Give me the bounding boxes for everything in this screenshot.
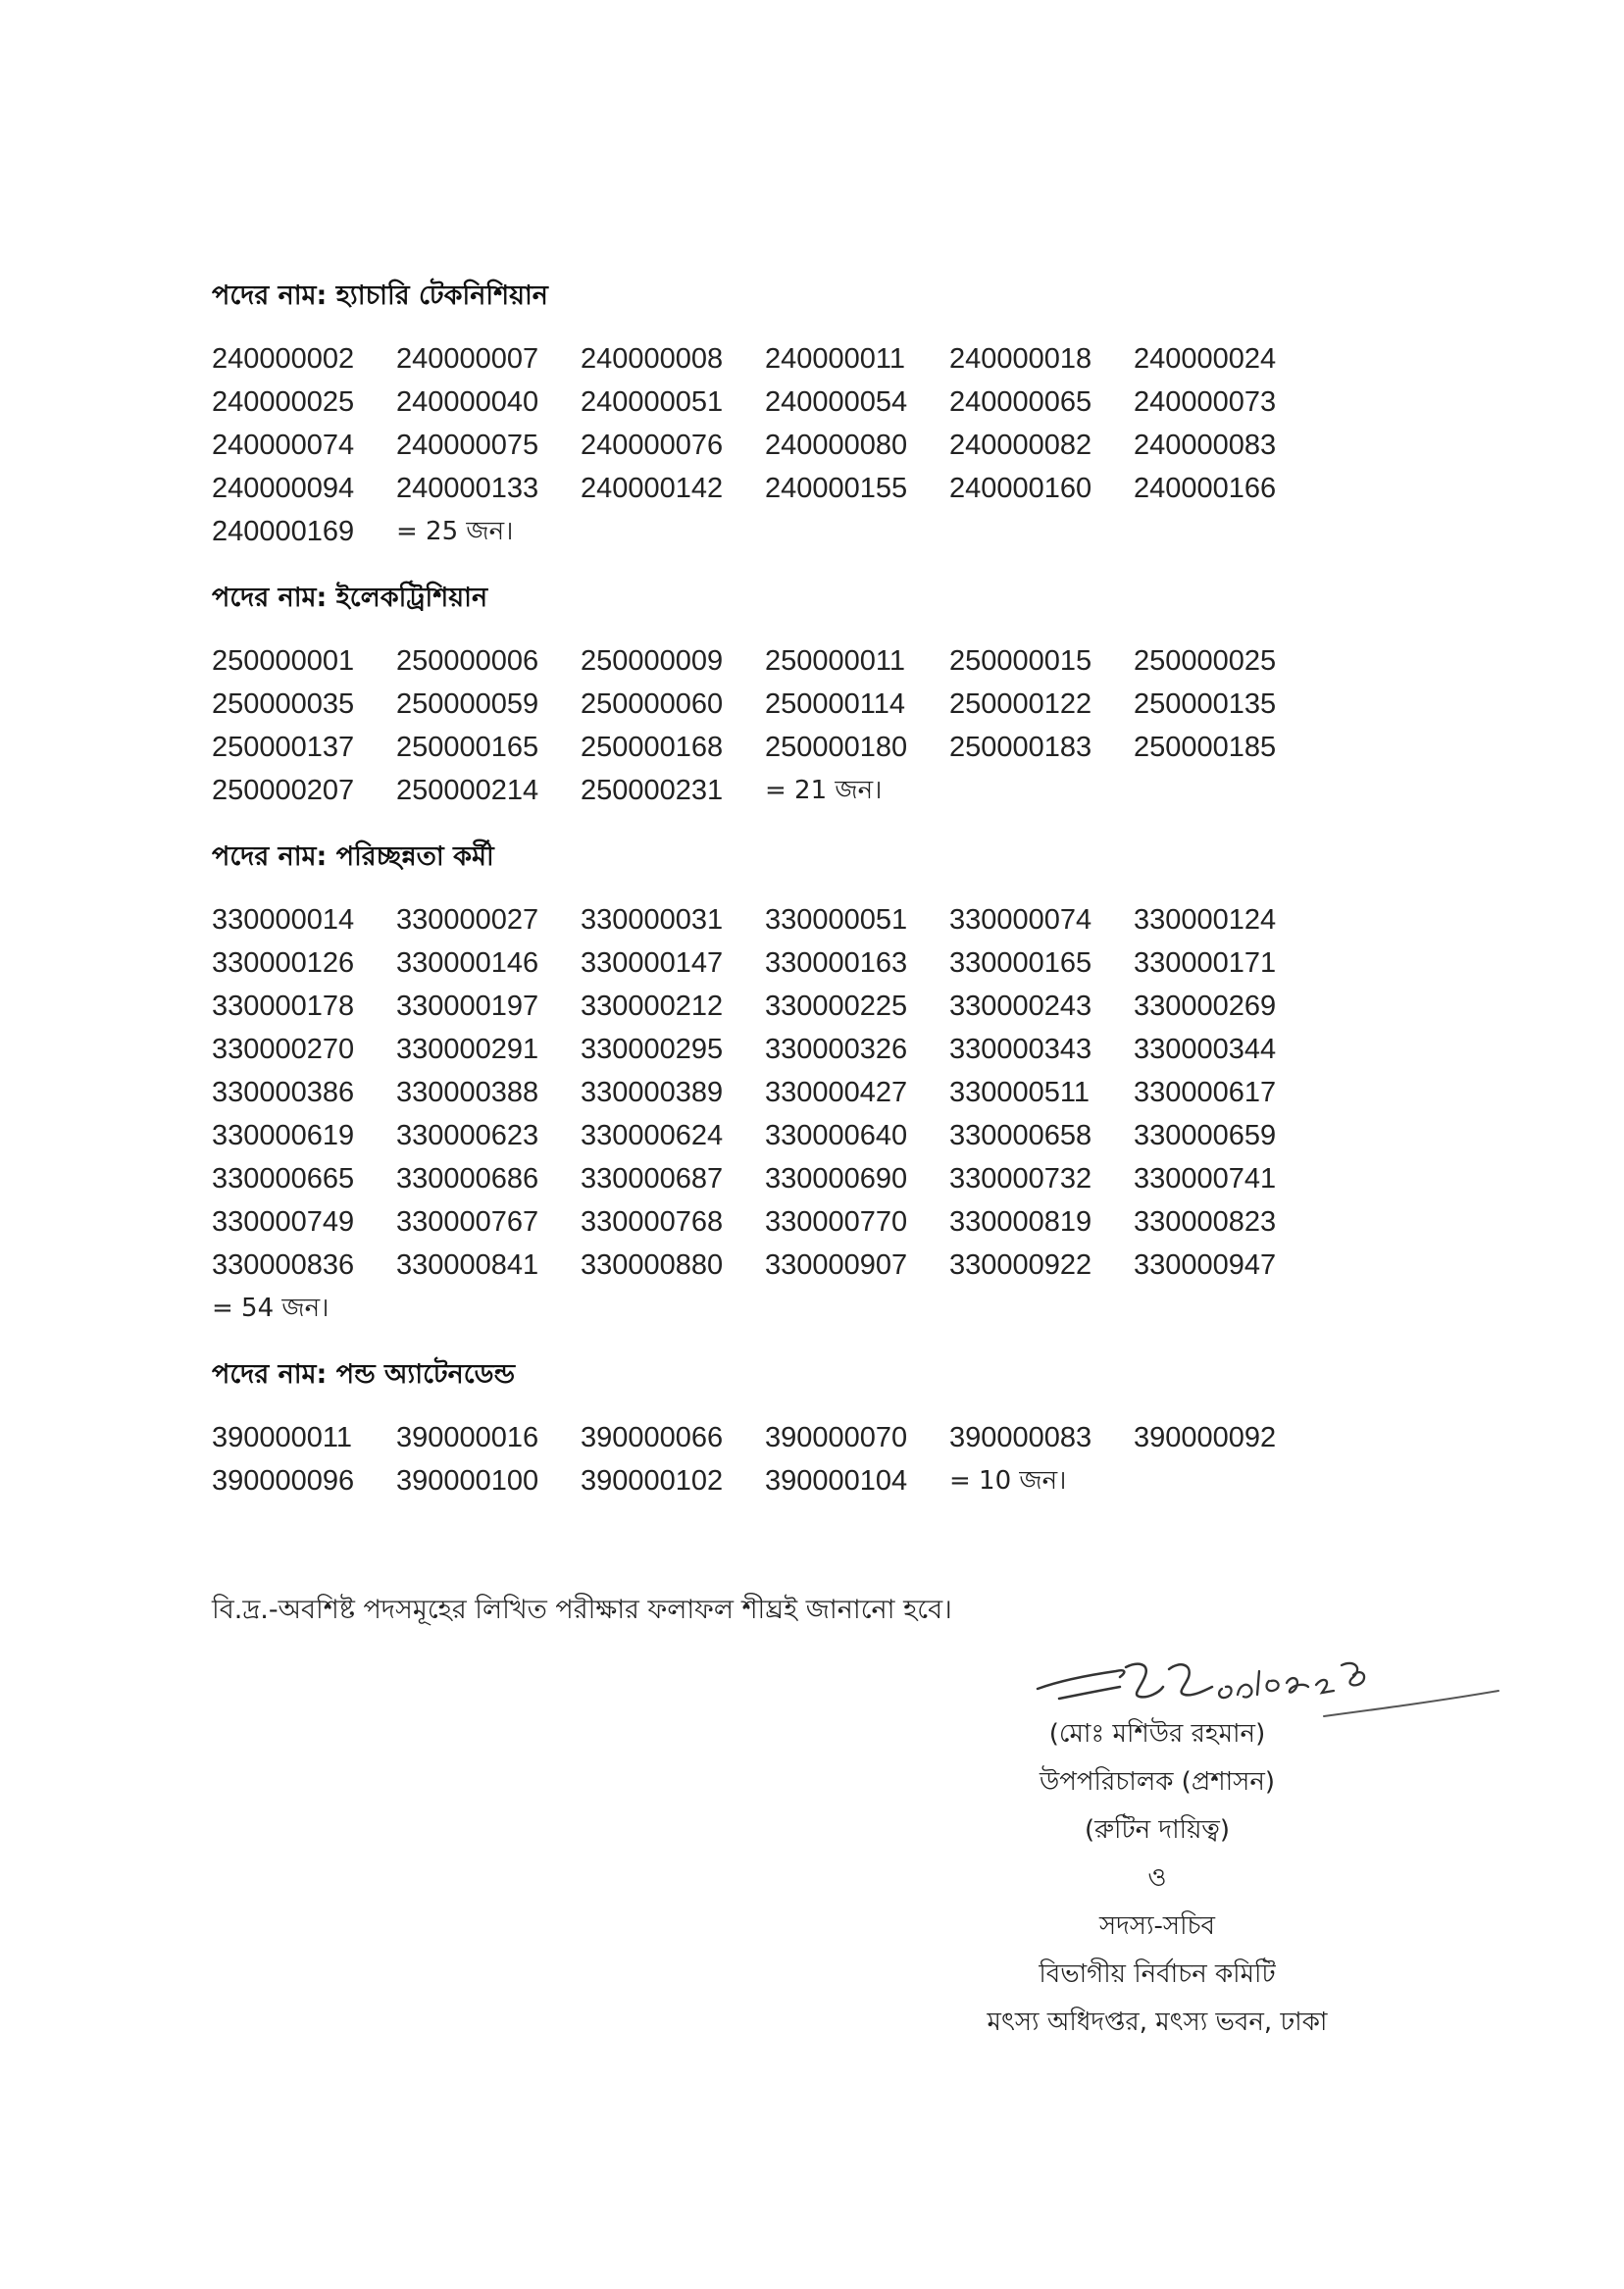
signatory-name: (মোঃ মশিউর রহমান) xyxy=(1048,1719,1266,1749)
roll-number: 390000011 xyxy=(212,1422,353,1453)
roll-number: 250000060 xyxy=(581,688,724,720)
roll-number: 330000767 xyxy=(396,1206,539,1238)
roll-number: 330000031 xyxy=(581,904,724,936)
roll-number: 390000102 xyxy=(581,1465,724,1497)
roll-number: 330000225 xyxy=(765,991,908,1022)
post-heading: পদের নাম: পরিচ্ছন্নতা কর্মী xyxy=(212,841,494,872)
roll-number: 330000388 xyxy=(396,1077,539,1108)
roll-number: 250000011 xyxy=(765,645,906,677)
roll-number: 250000035 xyxy=(212,688,355,720)
post-section-cleaner xyxy=(212,838,1340,1330)
roll-number: 390000104 xyxy=(765,1465,908,1497)
roll-number: 250000185 xyxy=(1134,732,1277,763)
roll-number: 240000011 xyxy=(765,343,906,375)
roll-number: 240000074 xyxy=(212,430,355,461)
roll-number: 250000183 xyxy=(949,732,1092,763)
roll-number: 240000051 xyxy=(581,386,724,418)
roll-number: 240000160 xyxy=(949,473,1092,504)
roll-number: 330000014 xyxy=(212,904,355,936)
roll-number: 330000623 xyxy=(396,1120,539,1151)
roll-number: 330000770 xyxy=(765,1206,908,1238)
roll-number: 330000344 xyxy=(1134,1034,1277,1065)
signatory-block xyxy=(863,1710,1451,2047)
roll-number: 250000122 xyxy=(949,688,1092,720)
signatory-role: সদস্য-সচিব xyxy=(1098,1911,1216,1941)
roll-number: 330000907 xyxy=(765,1249,908,1281)
roll-number: 330000126 xyxy=(212,947,355,979)
roll-number: 330000124 xyxy=(1134,904,1277,936)
roll-number: 250000168 xyxy=(581,732,724,763)
roll-number: 240000094 xyxy=(212,473,355,504)
roll-number: 250000137 xyxy=(212,732,355,763)
roll-number: 330000658 xyxy=(949,1120,1092,1151)
roll-number: 330000511 xyxy=(949,1077,1091,1108)
roll-number: 240000065 xyxy=(949,386,1092,418)
signatory-duty: (রুটিন দায়িত্ব) xyxy=(1084,1815,1231,1845)
roll-number: 330000291 xyxy=(396,1034,539,1065)
roll-number: 330000619 xyxy=(212,1120,355,1151)
roll-number: 330000146 xyxy=(396,947,539,979)
roll-number: 330000749 xyxy=(212,1206,355,1238)
roll-number: 330000690 xyxy=(765,1163,908,1195)
roll-number: 330000243 xyxy=(949,991,1092,1022)
total-count: = 54 জন। xyxy=(212,1294,330,1323)
roll-number: 330000163 xyxy=(765,947,908,979)
roll-number: 330000617 xyxy=(1134,1077,1277,1108)
roll-number: 330000665 xyxy=(212,1163,355,1195)
signatory-committee: বিভাগীয় নির্বাচন কমিটি xyxy=(1039,1959,1276,1989)
result-list xyxy=(212,277,1340,1528)
roll-number: 330000880 xyxy=(581,1249,724,1281)
roll-number: 240000002 xyxy=(212,343,355,375)
roll-number: 330000178 xyxy=(212,991,355,1022)
roll-number: 330000640 xyxy=(765,1120,908,1151)
roll-number: 390000066 xyxy=(581,1422,724,1453)
roll-number: 330000165 xyxy=(949,947,1092,979)
roll-number: 240000075 xyxy=(396,430,539,461)
roll-number: 240000008 xyxy=(581,343,724,375)
roll-number: 330000624 xyxy=(581,1120,724,1151)
roll-number: 330000270 xyxy=(212,1034,355,1065)
roll-number: 240000169 xyxy=(212,516,355,547)
roll-number: 330000326 xyxy=(765,1034,908,1065)
roll-number: 390000070 xyxy=(765,1422,908,1453)
total-count: = 25 জন। xyxy=(396,517,514,546)
roll-number: 330000741 xyxy=(1134,1163,1277,1195)
post-heading: পদের নাম: ইলেকট্রিশিয়ান xyxy=(212,583,488,613)
roll-number: 330000074 xyxy=(949,904,1092,936)
roll-number: 250000114 xyxy=(765,688,906,720)
roll-number: 240000133 xyxy=(396,473,539,504)
roll-grid xyxy=(212,639,1340,812)
roll-number: 390000100 xyxy=(396,1465,539,1497)
roll-number: 330000686 xyxy=(396,1163,539,1195)
roll-number: 330000147 xyxy=(581,947,724,979)
roll-number: 330000687 xyxy=(581,1163,724,1195)
roll-number: 240000024 xyxy=(1134,343,1277,375)
roll-number: 240000040 xyxy=(396,386,539,418)
roll-number: 390000016 xyxy=(396,1422,539,1453)
signatory-designation: উপপরিচালক (প্রশাসন) xyxy=(1039,1767,1275,1797)
roll-number: 240000073 xyxy=(1134,386,1277,418)
roll-number: 250000015 xyxy=(949,645,1092,677)
roll-grid xyxy=(212,337,1340,553)
roll-number: 240000083 xyxy=(1134,430,1277,461)
roll-number: 240000018 xyxy=(949,343,1092,375)
roll-number: 330000269 xyxy=(1134,991,1277,1022)
signatory-conjunction: ও xyxy=(1147,1863,1167,1893)
roll-number: 330000836 xyxy=(212,1249,355,1281)
roll-number: 250000165 xyxy=(396,732,539,763)
roll-number: 330000947 xyxy=(1134,1249,1277,1281)
roll-number: 250000207 xyxy=(212,775,355,806)
roll-number: 240000076 xyxy=(581,430,724,461)
roll-grid xyxy=(212,1416,1340,1502)
roll-number: 240000155 xyxy=(765,473,908,504)
roll-number: 330000027 xyxy=(396,904,539,936)
total-count: = 21 জন। xyxy=(765,776,883,805)
roll-number: 330000389 xyxy=(581,1077,724,1108)
roll-number: 250000001 xyxy=(212,645,355,677)
roll-number: 390000083 xyxy=(949,1422,1092,1453)
roll-number: 390000092 xyxy=(1134,1422,1277,1453)
signatory-office: মৎস্য অধিদপ্তর, মৎস্য ভবন, ঢাকা xyxy=(987,2008,1328,2037)
roll-number: 250000025 xyxy=(1134,645,1277,677)
roll-grid xyxy=(212,898,1340,1330)
roll-number: 330000768 xyxy=(581,1206,724,1238)
roll-number: 250000135 xyxy=(1134,688,1277,720)
roll-number: 330000732 xyxy=(949,1163,1092,1195)
roll-number: 330000197 xyxy=(396,991,539,1022)
roll-number: 250000009 xyxy=(581,645,724,677)
roll-number: 330000212 xyxy=(581,991,724,1022)
post-section-electrician xyxy=(212,579,1340,812)
roll-number: 250000006 xyxy=(396,645,539,677)
roll-number: 250000231 xyxy=(581,775,724,806)
roll-number: 330000823 xyxy=(1134,1206,1277,1238)
roll-number: 240000007 xyxy=(396,343,539,375)
roll-number: 330000171 xyxy=(1134,947,1277,979)
roll-number: 330000922 xyxy=(949,1249,1092,1281)
post-section-pond-attendant xyxy=(212,1355,1340,1502)
roll-number: 330000841 xyxy=(396,1249,539,1281)
roll-number: 240000142 xyxy=(581,473,724,504)
roll-number: 330000386 xyxy=(212,1077,355,1108)
roll-number: 330000819 xyxy=(949,1206,1092,1238)
note-text: বি.দ্র.-অবশিষ্ট পদসমূহের লিখিত পরীক্ষার ফলাফল শীঘ্রই জানানো হবে। xyxy=(212,1595,952,1625)
roll-number: 240000166 xyxy=(1134,473,1277,504)
roll-number: 250000214 xyxy=(396,775,539,806)
post-heading: পদের নাম: হ্যাচারি টেকনিশিয়ান xyxy=(212,280,548,311)
post-section-hatchery-technician xyxy=(212,277,1340,553)
roll-number: 330000051 xyxy=(765,904,908,936)
roll-number: 250000059 xyxy=(396,688,539,720)
roll-number: 240000025 xyxy=(212,386,355,418)
roll-number: 330000427 xyxy=(765,1077,908,1108)
roll-number: 240000082 xyxy=(949,430,1092,461)
total-count: = 10 জন। xyxy=(949,1466,1067,1496)
roll-number: 390000096 xyxy=(212,1465,355,1497)
roll-number: 330000295 xyxy=(581,1034,724,1065)
roll-number: 330000343 xyxy=(949,1034,1092,1065)
roll-number: 250000180 xyxy=(765,732,908,763)
roll-number: 240000080 xyxy=(765,430,908,461)
roll-number: 240000054 xyxy=(765,386,908,418)
post-heading: পদের নাম: পন্ড অ্যাটেনডেন্ড xyxy=(212,1359,516,1390)
roll-number: 330000659 xyxy=(1134,1120,1277,1151)
